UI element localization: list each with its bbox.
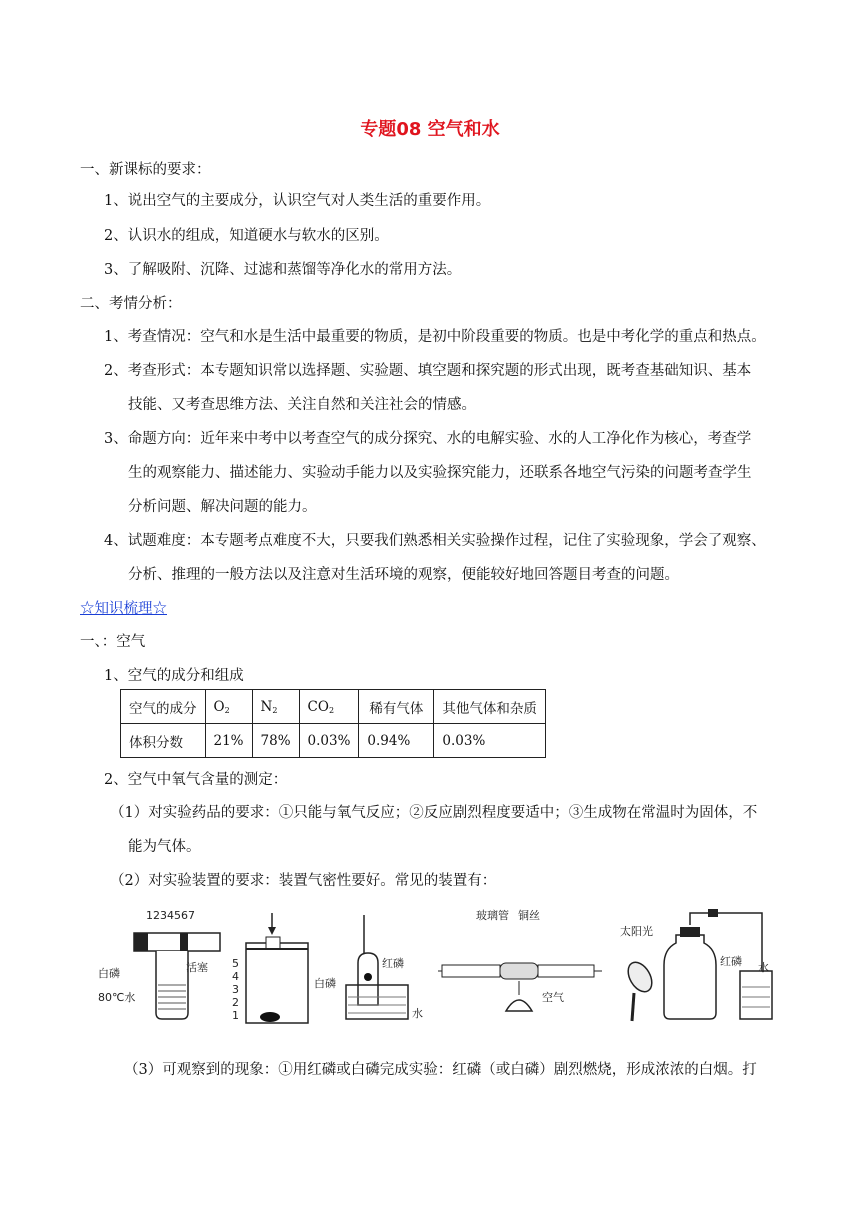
page-title: 专题08 空气和水 xyxy=(360,119,500,140)
svg-text:玻璃管: 玻璃管 xyxy=(476,909,509,922)
scale-labels xyxy=(232,957,239,1022)
svg-text:空气: 空气 xyxy=(542,991,564,1004)
air-heading: 一、：空气 xyxy=(80,634,146,650)
svg-text:4: 4 xyxy=(232,970,239,983)
svg-text:5: 5 xyxy=(232,957,239,970)
svg-text:白磷: 白磷 xyxy=(98,967,120,980)
air-composition-table xyxy=(120,689,546,758)
apparatus-figure-1 xyxy=(96,905,226,1025)
table-cell: $CO_2$ xyxy=(299,690,359,724)
section2-heading: 二、考情分析： xyxy=(80,296,182,312)
svg-text:活塞: 活塞 xyxy=(186,961,208,974)
table-cell: 78% xyxy=(252,724,299,758)
composition-heading: 1、空气的成分和组成 xyxy=(104,668,244,684)
table-cell: $N_2$ xyxy=(252,690,299,724)
svg-text:太阳光: 太阳光 xyxy=(620,925,653,938)
apparatus-figure-3 xyxy=(340,905,440,1025)
svg-text:1234567: 1234567 xyxy=(146,909,195,922)
section1-item: 1、说出空气的主要成分，认识空气对人类生活的重要作用。 xyxy=(104,193,491,209)
formula-o2: O xyxy=(213,698,225,715)
apparatus-figure-2 xyxy=(230,905,340,1025)
formula-n2: N xyxy=(260,698,273,715)
table-cell: 21% xyxy=(205,724,252,758)
requirement-1: （1）对实验药品的要求：①只能与氧气反应；②反应剧烈程度要适中；③生成物在常温时为固体，不 xyxy=(110,805,758,821)
section2-item: 4、试题难度：本专题考点难度不大，只要我们熟悉相关实验操作过程，记住了实验现象，学会了观察、 xyxy=(104,533,766,549)
svg-text:铜丝: 铜丝 xyxy=(518,909,540,922)
requirement-2: （2）对实验装置的要求：装置气密性要好。常见的装置有： xyxy=(110,873,497,889)
table-cell: 体积分数 xyxy=(121,724,206,758)
svg-text:80℃水: 80℃水 xyxy=(98,991,136,1004)
section1-heading: 一、新课标的要求： xyxy=(80,162,211,178)
table-cell: 稀有气体 xyxy=(359,690,434,724)
knowledge-link[interactable]: ☆知识梳理☆ xyxy=(80,601,167,617)
table-cell: 其他气体和杂质 xyxy=(434,690,546,724)
observation-line: （3）可观察到的现象：①用红磷或白磷完成实验：红磷（或白磷）剧烈燃烧，形成浓浓的白烟。打 xyxy=(124,1062,757,1078)
svg-text:1: 1 xyxy=(232,1009,239,1022)
table-row xyxy=(121,724,546,758)
formula-co2: CO xyxy=(307,698,329,715)
svg-text:白磷: 白磷 xyxy=(314,977,336,990)
svg-text:水: 水 xyxy=(412,1007,423,1020)
apparatus-figure-5 xyxy=(612,905,777,1025)
svg-text:红磷: 红磷 xyxy=(720,955,742,968)
section1-item: 2、认识水的组成，知道硬水与软水的区别。 xyxy=(104,228,389,244)
svg-text:3: 3 xyxy=(232,983,239,996)
table-header-row xyxy=(121,690,546,724)
table-cell: 0.94% xyxy=(359,724,434,758)
apparatus-figure-4 xyxy=(438,905,603,1025)
table-cell: $O_2$ xyxy=(205,690,252,724)
section2-item: 3、命题方向：近年来中考中以考查空气的成分探究、水的电解实验、水的人工净化作为核心，考查学 xyxy=(104,431,752,447)
section2-item-cont: 分析问题、解决问题的能力。 xyxy=(128,499,317,515)
section2-item-cont: 分析、推理的一般方法以及注意对生活环境的观察，便能较好地回答题目考查的问题。 xyxy=(128,567,679,583)
section2-item: 2、考查形式：本专题知识常以选择题、实验题、填空题和探究题的形式出现，既考查基础知识、基本 xyxy=(104,363,752,379)
section2-item-cont: 技能、又考查思维方法、关注自然和关注社会的情感。 xyxy=(128,397,476,413)
oxygen-heading: 2、空气中氧气含量的测定： xyxy=(104,772,288,788)
section2-item-cont: 生的观察能力、描述能力、实验动手能力以及实验探究能力，还联系各地空气污染的问题考查学生 xyxy=(128,465,752,481)
svg-text:红磷: 红磷 xyxy=(382,957,404,970)
svg-text:2: 2 xyxy=(232,996,239,1009)
table-cell: 空气的成分 xyxy=(121,690,206,724)
requirement-1-cont: 能为气体。 xyxy=(128,839,201,855)
table-cell: 0.03% xyxy=(299,724,359,758)
section1-item: 3、了解吸附、沉降、过滤和蒸馏等净化水的常用方法。 xyxy=(104,262,462,278)
svg-text:水: 水 xyxy=(758,961,769,974)
section2-item: 1、考查情况：空气和水是生活中最重要的物质，是初中阶段重要的物质。也是中考化学的重点和热点。 xyxy=(104,329,766,345)
table-cell: 0.03% xyxy=(434,724,546,758)
